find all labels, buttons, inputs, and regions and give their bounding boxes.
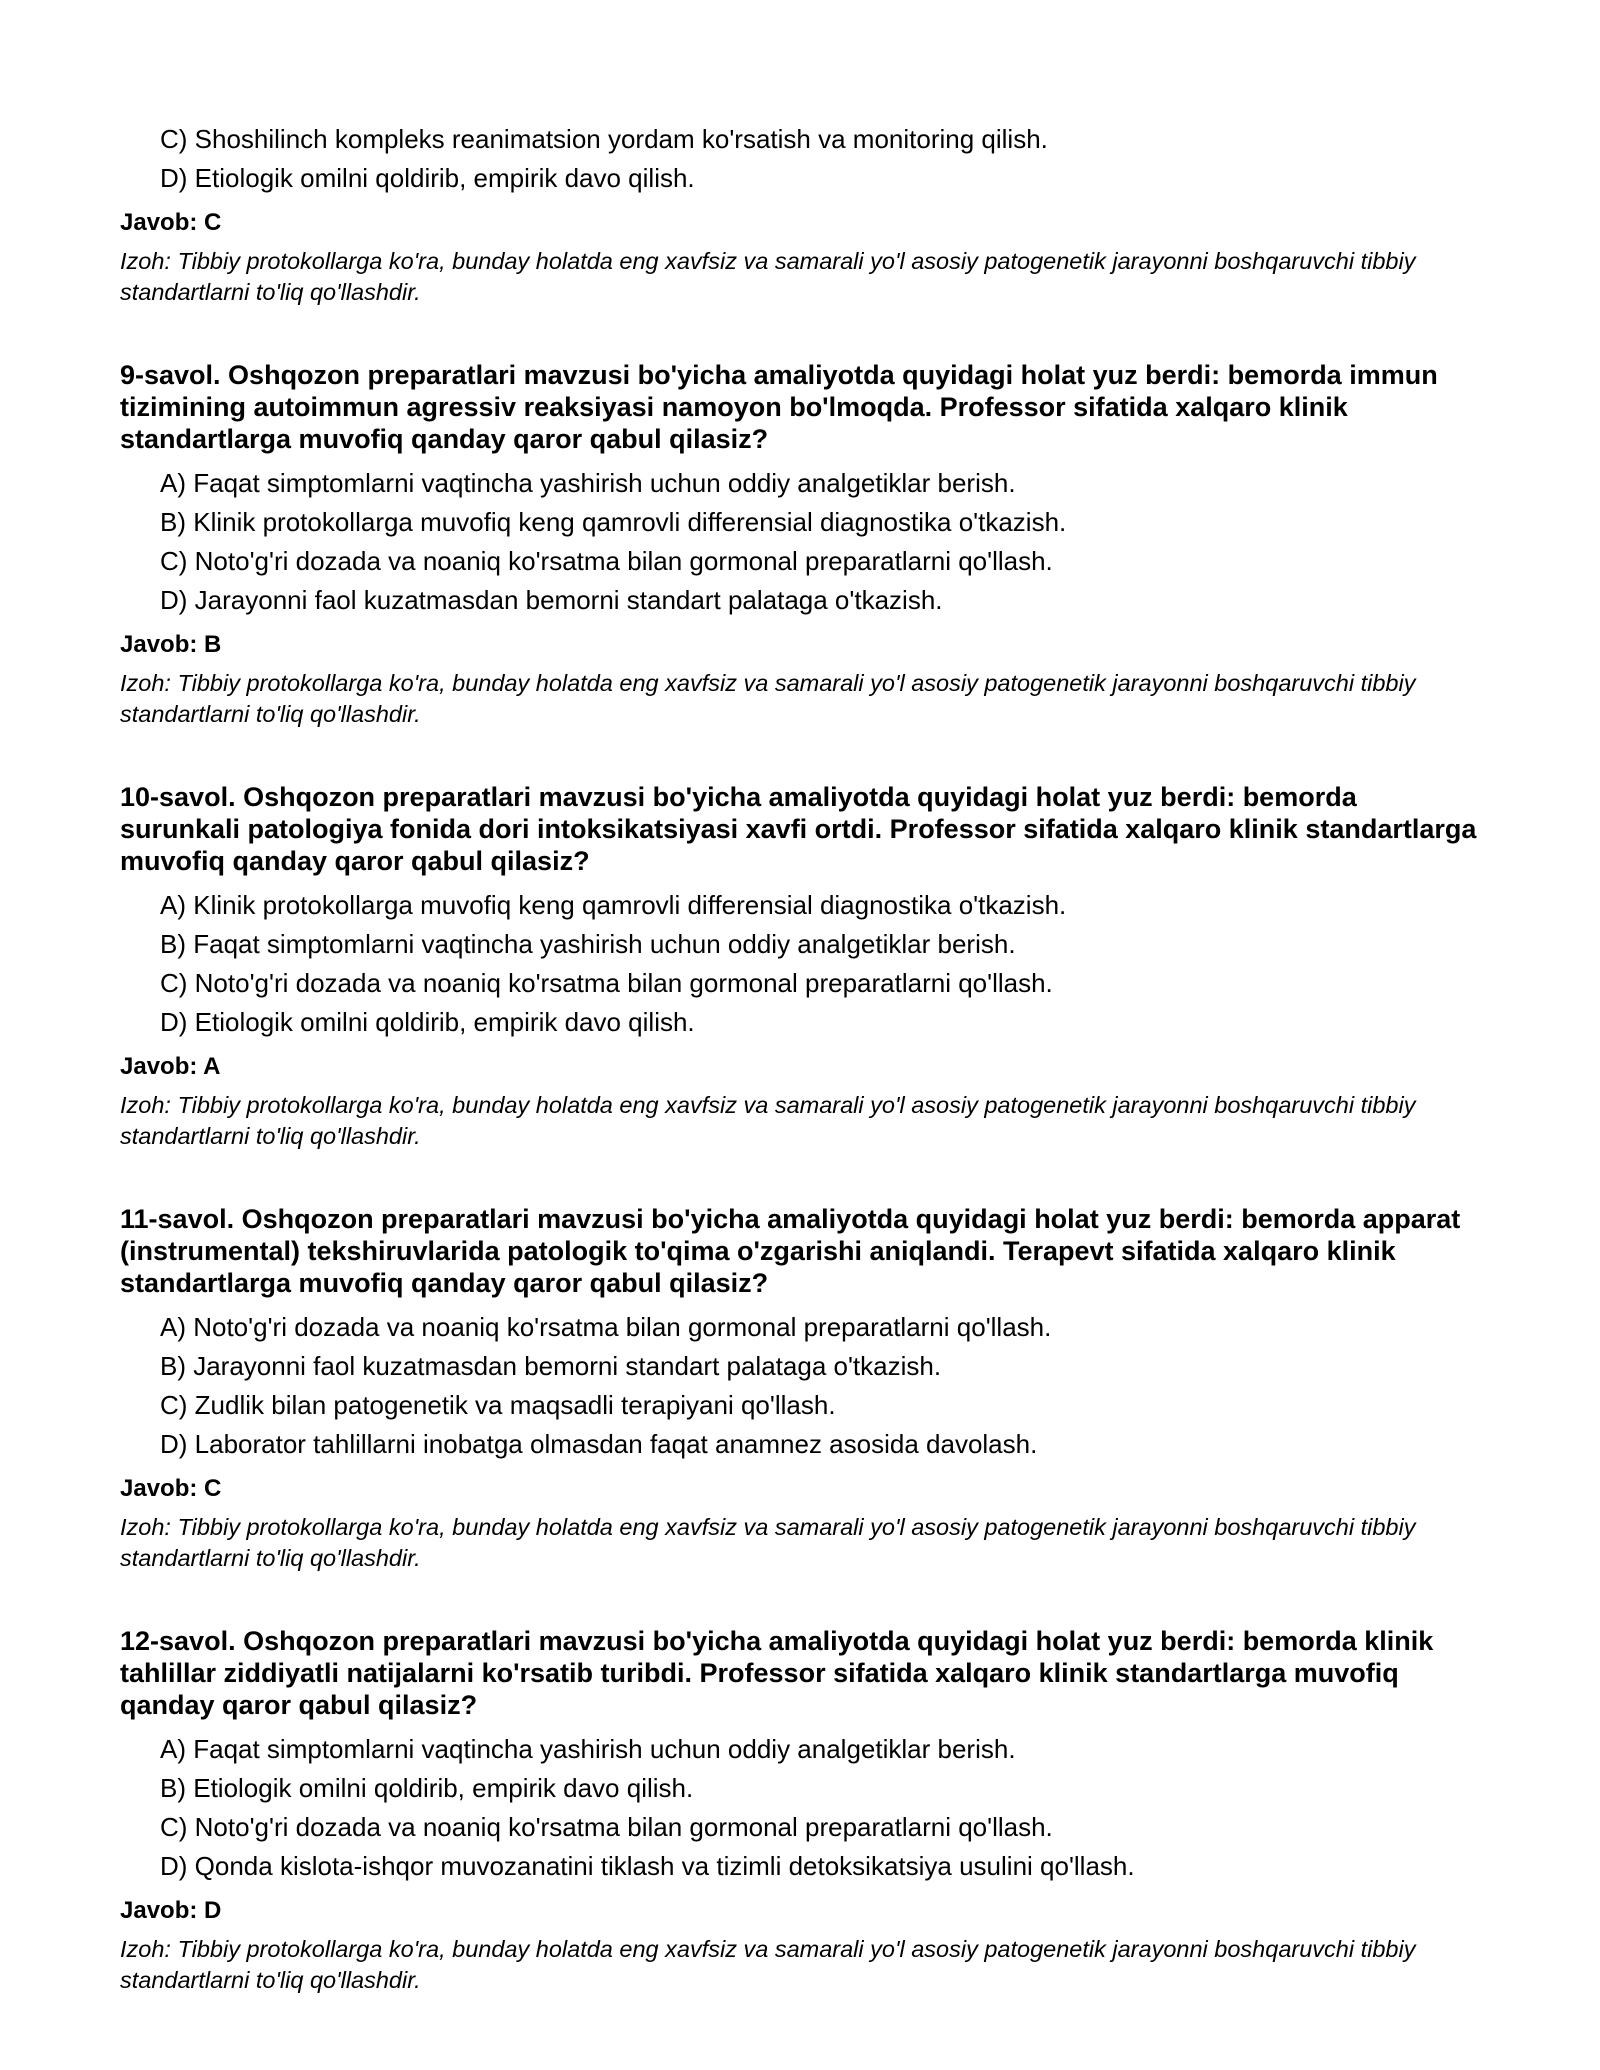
option-d: D) Jarayonni faol kuzatmasdan bemorni standart palataga o'tkazish. [160, 585, 943, 615]
answer-label: Javob: C [120, 1475, 222, 1502]
question-12 [120, 1625, 1480, 1996]
answer-label: Javob: C [120, 209, 222, 236]
question-10 [120, 781, 1480, 1152]
explanation-note: Izoh: Tibbiy protokollarga ko'ra, bunday holatda eng xavfsiz va samarali yo'l asosiy patogenetik jarayonni boshqaruvchi tibbiy standartlarni to'liq qo'llashdir. [120, 670, 1416, 727]
explanation-note: Izoh: Tibbiy protokollarga ko'ra, bunday holatda eng xavfsiz va samarali yo'l asosiy patogenetik jarayonni boshqaruvchi tibbiy standartlarni to'liq qo'llashdir. [120, 1514, 1416, 1571]
option-a: A) Noto'g'ri dozada va noaniq ko'rsatma bilan gormonal preparatlarni qo'llash. [160, 1312, 1052, 1342]
option-list [120, 1308, 1480, 1464]
option-c: C) Noto'g'ri dozada va noaniq ko'rsatma bilan gormonal preparatlarni qo'llash. [160, 546, 1053, 576]
option-d: D) Etiologik omilni qoldirib, empirik davo qilish. [160, 163, 695, 193]
option-c: C) Zudlik bilan patogenetik va maqsadli terapiyani qo'llash. [160, 1390, 836, 1420]
explanation-note: Izoh: Tibbiy protokollarga ko'ra, bunday holatda eng xavfsiz va samarali yo'l asosiy patogenetik jarayonni boshqaruvchi tibbiy standartlarni to'liq qo'llashdir. [120, 1092, 1416, 1149]
option-c: C) Noto'g'ri dozada va noaniq ko'rsatma bilan gormonal preparatlarni qo'llash. [160, 968, 1053, 998]
question-11 [120, 1203, 1480, 1574]
question-8-continuation [120, 120, 1480, 308]
option-d: D) Qonda kislota-ishqor muvozanatini tiklash va tizimli detoksikatsiya usulini qo'llash. [160, 1851, 1135, 1881]
option-c: C) Noto'g'ri dozada va noaniq ko'rsatma bilan gormonal preparatlarni qo'llash. [160, 1812, 1053, 1842]
question-text: 11-savol. Oshqozon preparatlari mavzusi bo'yicha amaliyotda quyidagi holat yuz berdi: bemorda apparat (instrumental) tekshiruvlarida patologik to'qima o'zgarishi aniqlandi. Terapevt sifatida xalqaro klinik standartlarga muvofiq qanday qaror qabul qilasiz? [120, 1204, 1461, 1298]
answer-label: Javob: B [120, 631, 222, 658]
option-list [120, 464, 1480, 620]
question-9 [120, 359, 1480, 730]
option-b: B) Faqat simptomlarni vaqtincha yashirish uchun oddiy analgetiklar berish. [160, 929, 1016, 959]
explanation-note: Izoh: Tibbiy protokollarga ko'ra, bunday holatda eng xavfsiz va samarali yo'l asosiy patogenetik jarayonni boshqaruvchi tibbiy standartlarni to'liq qo'llashdir. [120, 248, 1416, 305]
option-list [120, 120, 1480, 198]
option-b: B) Etiologik omilni qoldirib, empirik davo qilish. [160, 1773, 694, 1803]
option-a: A) Klinik protokollarga muvofiq keng qamrovli differensial diagnostika o'tkazish. [160, 890, 1067, 920]
question-text: 12-savol. Oshqozon preparatlari mavzusi bo'yicha amaliyotda quyidagi holat yuz berdi: bemorda klinik tahlillar ziddiyatli natijalarni ko'rsatib turibdi. Professor sifatida xalqaro klinik standartlarga muvofiq qanday qaror qabul qilasiz? [120, 1626, 1434, 1720]
option-d: D) Etiologik omilni qoldirib, empirik davo qilish. [160, 1007, 695, 1037]
option-b: B) Jarayonni faol kuzatmasdan bemorni standart palataga o'tkazish. [160, 1351, 942, 1381]
explanation-note: Izoh: Tibbiy protokollarga ko'ra, bunday holatda eng xavfsiz va samarali yo'l asosiy patogenetik jarayonni boshqaruvchi tibbiy standartlarni to'liq qo'llashdir. [120, 1936, 1416, 1993]
option-list [120, 886, 1480, 1042]
question-text: 9-savol. Oshqozon preparatlari mavzusi bo'yicha amaliyotda quyidagi holat yuz berdi: bemorda immun tizimining autoimmun agressiv reaksiyasi namoyon bo'lmoqda. Professor sifatida xalqaro klinik standartlarga muvofiq qanday qaror qabul qilasiz? [120, 360, 1438, 454]
document-page [120, 120, 1480, 1996]
option-a: A) Faqat simptomlarni vaqtincha yashirish uchun oddiy analgetiklar berish. [160, 468, 1016, 498]
option-d: D) Laborator tahlillarni inobatga olmasdan faqat anamnez asosida davolash. [160, 1429, 1038, 1459]
answer-label: Javob: D [120, 1897, 222, 1924]
option-a: A) Faqat simptomlarni vaqtincha yashirish uchun oddiy analgetiklar berish. [160, 1734, 1016, 1764]
option-list [120, 1730, 1480, 1886]
option-b: B) Klinik protokollarga muvofiq keng qamrovli differensial diagnostika o'tkazish. [160, 507, 1067, 537]
option-c: C) Shoshilinch kompleks reanimatsion yordam ko'rsatish va monitoring qilish. [160, 124, 1048, 154]
answer-label: Javob: A [120, 1053, 221, 1080]
question-text: 10-savol. Oshqozon preparatlari mavzusi bo'yicha amaliyotda quyidagi holat yuz berdi: bemorda surunkali patologiya fonida dori intoksikatsiyasi xavfi ortdi. Professor sifatida xalqaro klinik standartlarga muvofiq qanday qaror qabul qilasiz? [120, 782, 1477, 876]
